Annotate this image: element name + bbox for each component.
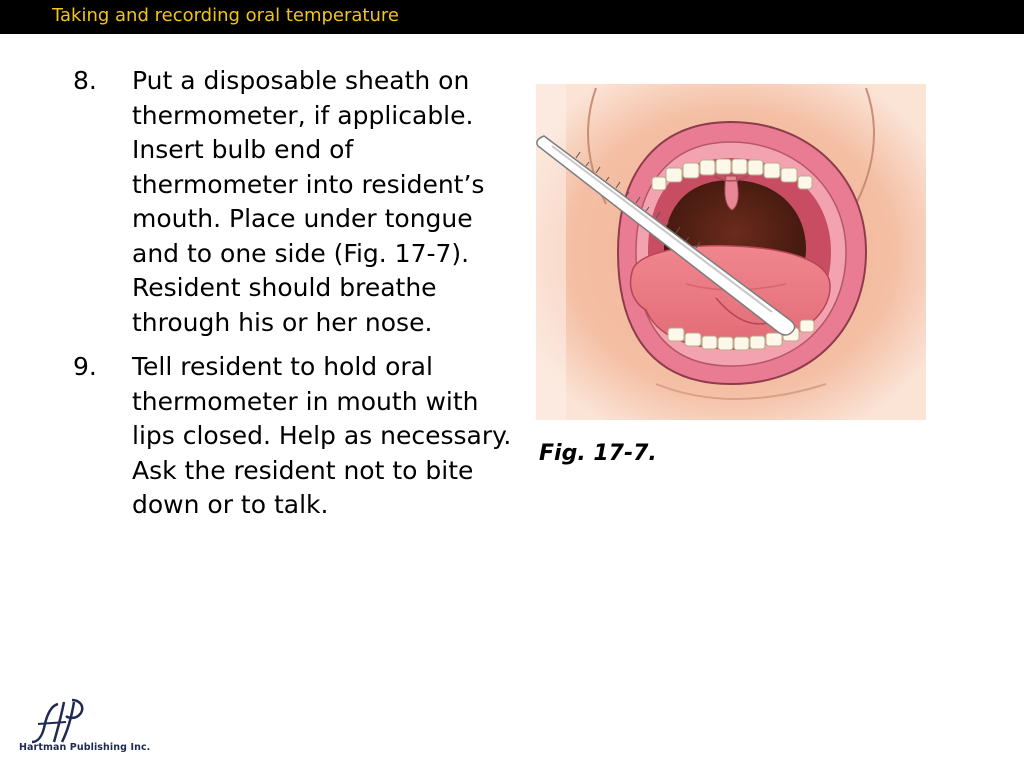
step-number: 8. [73, 66, 97, 95]
step-list [73, 64, 513, 533]
figure-caption: Fig. 17-7. [539, 441, 657, 466]
step-text: Put a disposable sheath on thermometer, if applicable. Insert bulb end of thermometer into resident’s mouth. Place under tongue and to one side (Fig. 17-7). Resident should breathe through his or her nose. [132, 66, 485, 337]
step-item [73, 64, 513, 340]
step-number: 9. [73, 352, 97, 381]
hartman-logo-mark [28, 698, 98, 748]
step-item [73, 350, 513, 523]
slide-title: Taking and recording oral temperature [52, 5, 399, 26]
title-bar [0, 0, 1024, 34]
mouth-thermometer-drawing [536, 84, 926, 420]
mouth-thermometer-illustration [536, 84, 926, 420]
publisher-name: Hartman Publishing Inc. [19, 742, 151, 753]
step-text: Tell resident to hold oral thermometer in mouth with lips closed. Help as necessary. Ask the resident not to bite down or to talk. [132, 352, 512, 519]
publisher-logo [12, 700, 172, 760]
